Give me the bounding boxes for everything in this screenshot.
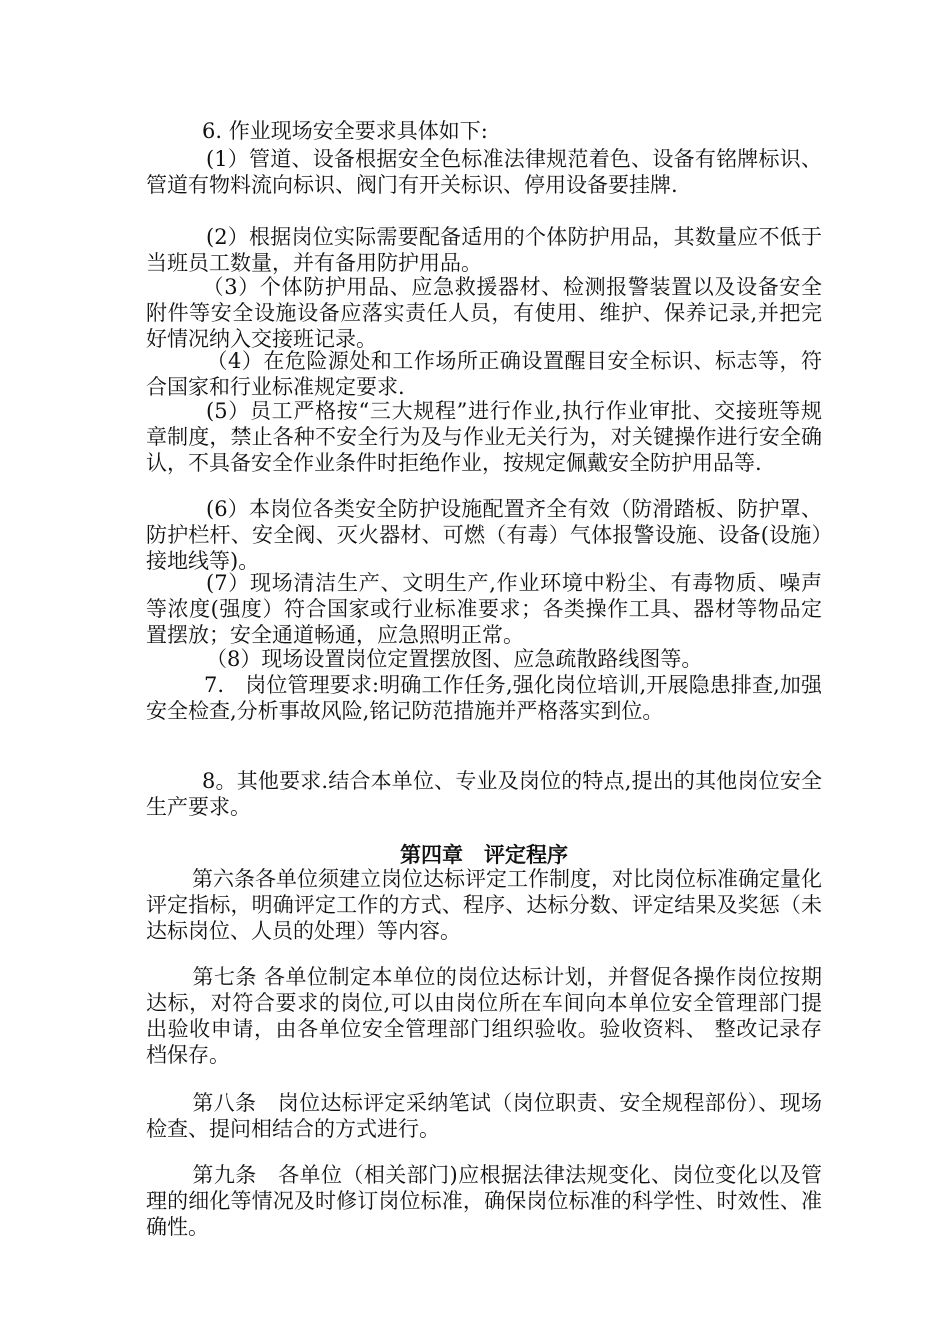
item6-sub-1: (1）管道、设备根据安全色标准法律规范着色、设备有铭牌标识、管道有物料流向标识、阀门有开关标识、停用设备要挂牌. <box>146 147 822 197</box>
item6-sub-3: （3）个体防护用品、应急救援器材、检测报警装置以及设备安全附件等安全设施设备应落实责任人员，有使用、维护、保养记录,并把完好情况纳入交接班记录。 <box>146 275 822 351</box>
item6-title: 6. 作业现场安全要求具体如下: <box>202 119 488 143</box>
article-9: 第九条 各单位（相关部门)应根据法律法规变化、岗位变化以及管理的细化等情况及时修订岗位标准，确保岗位标准的科学性、时效性、准确性。 <box>146 1163 822 1239</box>
item7: 7. 岗位管理要求:明确工作任务,强化岗位培训,开展隐患排查,加强安全检查,分析事故风险,铭记防范措施并严格落实到位。 <box>146 673 822 723</box>
item6-sub-7: (7）现场清洁生产、文明生产,作业环境中粉尘、有毒物质、噪声等浓度(强度）符合国家或行业标准要求；各类操作工具、器材等物品定置摆放；安全通道畅通，应急照明正常。 <box>146 571 822 647</box>
item6-sub-5: (5）员工严格按“三大规程”进行作业,执行作业审批、交接班等规章制度，禁止各种不安全行为及与作业无关行为，对关键操作进行安全确认，不具备安全作业条件时拒绝作业，按规定佩戴安全防护用品等. <box>146 399 822 475</box>
article-8: 第八条 岗位达标评定采纳笔试（岗位职责、安全规程部份）、现场检查、提问相结合的方式进行。 <box>146 1091 822 1141</box>
item6-sub-2: (2）根据岗位实际需要配备适用的个体防护用品，其数量应不低于当班员工数量，并有备用防护用品。 <box>146 225 822 275</box>
article-6: 第六条各单位须建立岗位达标评定工作制度，对比岗位标准确定量化评定指标，明确评定工作的方式、程序、达标分数、评定结果及奖惩（未达标岗位、人员的处理）等内容。 <box>146 867 822 943</box>
item6-sub-8: （8）现场设置岗位定置摆放图、应急疏散路线图等。 <box>206 647 703 671</box>
item6-sub-6: (6）本岗位各类安全防护设施配置齐全有效（防滑踏板、防护罩、防护栏杆、安全阀、灭火器材、可燃（有毒）气体报警设施、设备(设施）接地线等)。 <box>146 497 822 573</box>
item8: 8。其他要求.结合本单位、专业及岗位的特点,提出的其他岗位安全生产要求。 <box>146 769 822 819</box>
item6-sub-4: （4）在危险源处和工作场所正确设置醒目安全标识、标志等，符合国家和行业标准规定要求. <box>146 349 822 399</box>
chapter-title: 第四章 评定程序 <box>400 843 568 867</box>
article-7: 第七条 各单位制定本单位的岗位达标计划，并督促各操作岗位按期达标，对符合要求的岗位,可以由岗位所在车间向本单位安全管理部门提出验收申请，由各单位安全管理部门组织验收。验收资料、 整改记录存档保存。 <box>146 965 822 1067</box>
